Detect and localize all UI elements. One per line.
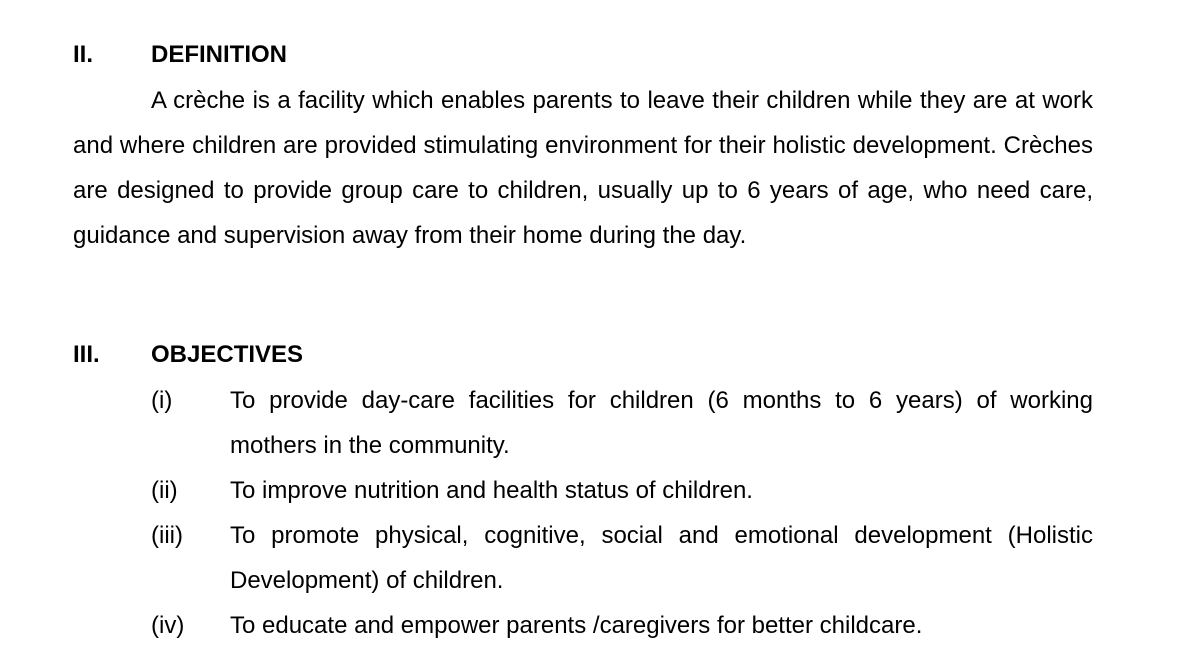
- objective-text: To promote physical, cognitive, social and emotional development (Holistic Development) of children.: [230, 522, 1093, 594]
- objective-item: [151, 378, 1093, 468]
- section-number: III.: [73, 341, 100, 368]
- objective-item: [151, 603, 1093, 648]
- objective-text: To educate and empower parents /caregivers for better childcare.: [230, 612, 923, 639]
- section-number: II.: [73, 41, 94, 68]
- objective-text: To improve nutrition and health status of children.: [230, 477, 753, 504]
- objective-item: [151, 513, 1093, 603]
- section-title: DEFINITION: [151, 41, 287, 68]
- objective-label: (i): [151, 387, 173, 414]
- section-title: OBJECTIVES: [151, 341, 304, 368]
- objective-label: (iv): [151, 612, 185, 639]
- objective-item: [151, 468, 1093, 513]
- objective-label: (iii): [151, 522, 183, 549]
- objective-label: (ii): [151, 477, 178, 504]
- definition-paragraph: A crèche is a facility which enables parents to leave their children while they are at work and where children are provided stimulating environment for their holistic development. Crèches are designed to provide group care to children, usually up to 6 years of age, who need care, guidance and supervision away from their home during the day.: [73, 87, 1093, 249]
- objective-text: To provide day-care facilities for children (6 months to 6 years) of working mothers in the community.: [230, 387, 1093, 459]
